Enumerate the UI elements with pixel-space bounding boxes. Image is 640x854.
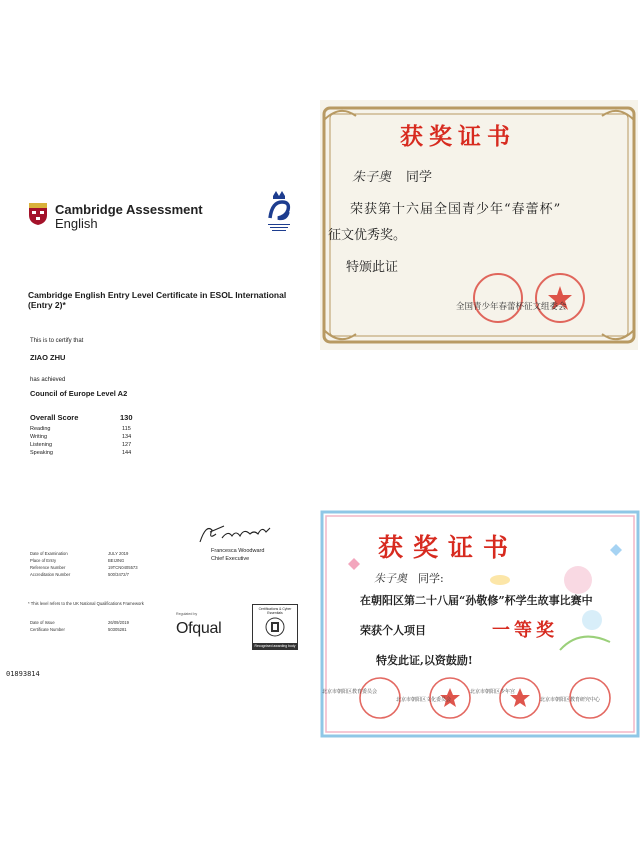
award-certificate-1	[320, 100, 638, 350]
brand-line2: English	[55, 216, 98, 231]
award-title: 获奖证书	[378, 533, 519, 562]
level-achieved: Council of Europe Level A2	[30, 389, 128, 398]
signatory-role: Chief Executive	[211, 556, 250, 562]
award-text-line3: 特颁此证	[346, 260, 399, 275]
award-text-line2: 荣获个人项目	[360, 624, 426, 637]
issuer-org: 北京市朝阳区少年宫	[470, 689, 516, 695]
greeting: 同学	[406, 170, 433, 185]
score-value-listening: 127	[122, 442, 132, 448]
cyber-badge-footer: Recognised awarding body	[254, 644, 296, 648]
detail-value: 19TCN0405573	[108, 565, 138, 570]
candidate-name: ZIAO ZHU	[30, 353, 66, 362]
stamp-caption: 全国青少年春蕾杯征文组委会	[456, 302, 567, 312]
issue-label: Date of Issue	[30, 620, 55, 625]
issue-label: Certificate Number	[30, 627, 65, 632]
cambridge-certificate	[0, 96, 310, 696]
award-text-line1: 在朝阳区第二十八届“孙敬修”杯学生故事比赛中	[360, 594, 593, 607]
score-value-reading: 115	[122, 426, 131, 432]
serial-number: 01893814	[6, 670, 40, 678]
award-certificate-2	[320, 510, 640, 738]
detail-label: Accreditation Number	[30, 572, 71, 577]
footnote: * This level refers to the UK National Qualifications Framework	[28, 601, 144, 606]
achieved-text: has achieved	[30, 377, 66, 383]
signatory-name: Francesca Woodward	[211, 548, 265, 554]
detail-value: JULY 2019	[108, 551, 129, 556]
score-label-reading: Reading	[30, 426, 51, 432]
award-text-line1: 荣获第十六届全国青少年“春蕾杯”	[350, 202, 562, 217]
cambridge-crest-icon	[28, 202, 48, 226]
award-text-line2: 征文优秀奖。	[328, 228, 407, 243]
ofqual-wordmark: Ofqual	[176, 620, 222, 637]
red-seal-icon	[456, 268, 606, 328]
cyber-badge-title: Certifications & Cyber Essentials	[258, 607, 292, 615]
issuer-org: 北京市朝阳区文化委员会	[396, 697, 452, 703]
cyber-essentials-badge	[252, 604, 298, 650]
score-label-writing: Writing	[30, 434, 48, 440]
detail-label: Date of Examination	[30, 551, 68, 556]
award-title: 获奖证书	[400, 123, 516, 150]
greeting: 同学:	[418, 572, 444, 585]
overall-score-value: 130	[120, 413, 133, 422]
ofqual-caption: Regulated by	[176, 612, 198, 616]
score-value-writing: 134	[122, 434, 132, 440]
detail-value: 500/3472/7	[108, 572, 129, 577]
detail-value: BEIJING	[108, 558, 125, 563]
certificate-title: Cambridge English Entry Level Certificate in ESOL International (Entry 2)*	[28, 290, 287, 310]
certify-text: This is to certify that	[30, 338, 84, 344]
student-signature: 朱子奥	[374, 572, 407, 585]
signature-image	[196, 520, 274, 546]
score-value-speaking: 144	[122, 450, 132, 456]
score-label-speaking: Speaking	[30, 450, 53, 456]
score-label-listening: Listening	[30, 442, 53, 448]
brand-line1: Cambridge Assessment	[55, 202, 203, 217]
issuer-org: 北京市朝阳区教育委员会	[322, 689, 378, 695]
issuer-org: 北京市朝阳区教育研究中心	[540, 697, 601, 703]
prize-level: 一等奖	[492, 620, 558, 641]
detail-label: Reference Number	[30, 565, 66, 570]
detail-label: Place of Entry	[30, 558, 57, 563]
overall-score-label: Overall Score	[30, 413, 79, 422]
issue-value: 50305281	[108, 627, 127, 632]
queens-award-icon	[264, 188, 294, 236]
shield-icon	[265, 617, 285, 637]
issue-value: 26/09/2019	[108, 620, 129, 625]
award-text-line3: 特发此证,以资鼓励!	[376, 654, 473, 667]
student-signature: 朱子奥	[352, 170, 392, 185]
